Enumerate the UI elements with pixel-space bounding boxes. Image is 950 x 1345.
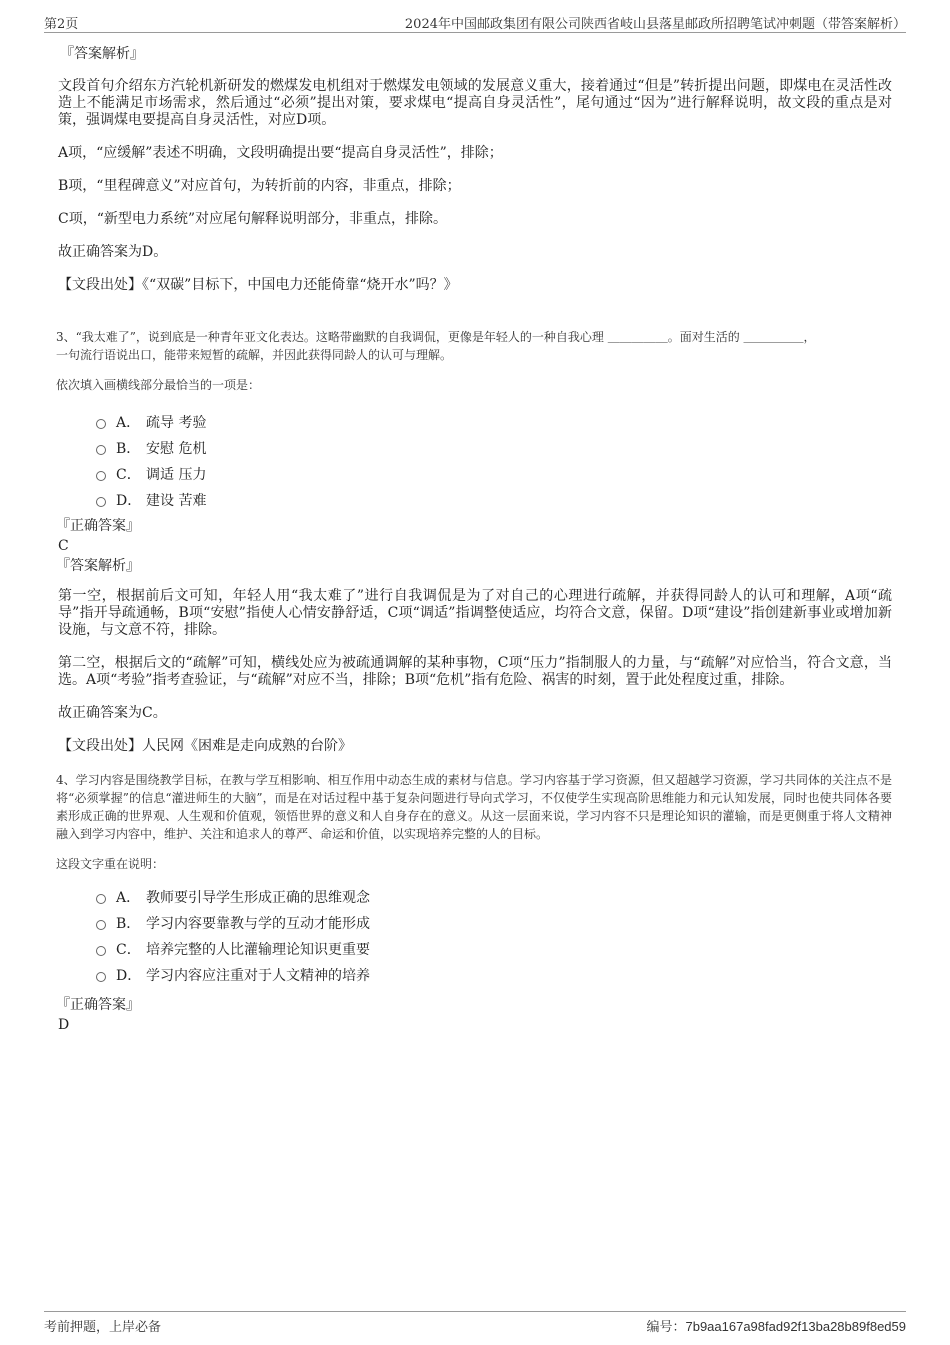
radio-icon[interactable] (96, 920, 106, 930)
radio-icon[interactable] (96, 471, 106, 481)
radio-icon[interactable] (96, 894, 106, 904)
document-title: 2024年中国邮政集团有限公司陕西省岐山县落星邮政所招聘笔试冲刺题（带答案解析） (404, 17, 906, 32)
analysis-paragraph: 文段首句介绍东方汽轮机新研发的燃煤发电机组对于燃煤发电领域的发展意义重大，接着通过“但是”转折提出问题，即煤电在灵活性改造上不能满足市场需求，然后通过“必须”提出对策，要求煤电“提高自身灵活性”，尾句通过“因为”进行解释说明，故文段的重点是对策，强调煤电要提高自身灵活性，对应D项。 (58, 78, 892, 128)
options-list (56, 885, 892, 989)
answer-conclusion: 故正确答案为C。 (58, 705, 167, 721)
answer-heading: 『正确答案』 (56, 997, 140, 1013)
document-code: 编号：7b9aa167a98fad92f13ba28b89f8ed59 (646, 1319, 906, 1335)
analysis-option-a: A项，“应缓解”表述不明确，文段明确提出要“提高自身灵活性”，排除； (58, 145, 503, 161)
document-body (56, 44, 892, 1035)
question-prompt: 这段文字重在说明： (56, 857, 165, 871)
text-source: 【文段出处】人民网《困难是走向成熟的台阶》 (58, 738, 352, 754)
question-stem: 4、学习内容是围绕教学目标，在教与学互相影响、相互作用中动态生成的素材与信息。学习内容基于学习资源，但又超越学习资源，学习共同体的关注点不是将“必须掌握”的信息“灌进师生的大脑”，而是在对话过程中基于复杂问题进行导向式学习，不仅使学生实现高阶思维能力和元认知发展，同时也使共同体各要素形成正确的世界观、人生观和价值观，领悟世界的意义和人自身存在的意义。从这一层面来说，学习内容不只是理论知识的灌输，而是更侧重于将人文精神融入到学习内容中，维护、关注和追求人的尊严、命运和价值，以实现培养完整的人的目标。 (56, 773, 892, 841)
option-a[interactable]: A． 教师要引导学生形成正确的思维观念 (56, 885, 892, 911)
correct-answer: C (58, 538, 69, 554)
analysis-option-b: B项，“里程碑意义”对应首句，为转折前的内容，非重点，排除； (58, 178, 461, 194)
correct-answer: D (58, 1017, 70, 1033)
question-prompt: 依次填入画横线部分最恰当的一项是： (56, 378, 261, 392)
option-c[interactable]: C． 调适 压力 (56, 462, 892, 488)
analysis-heading: 『答案解析』 (60, 46, 144, 62)
options-list (56, 410, 892, 514)
radio-icon[interactable] (96, 419, 106, 429)
option-a[interactable]: A． 疏导 考验 (56, 410, 892, 436)
question-stem: 3、“我太难了”，说到底是一种青年亚文化表达。这略带幽默的自我调侃，更像是年轻人的一种自我心理 ＿＿＿＿＿。面对生活的 ＿＿＿＿＿， 一句流行语说出口，能带来短暂的疏解，并因此获得同龄人的认可与理解。 (56, 330, 816, 362)
option-d[interactable]: D． 学习内容应注重对于人文精神的培养 (56, 963, 892, 989)
analysis-option-c: C项，“新型电力系统”对应尾句解释说明部分，非重点，排除。 (58, 211, 448, 227)
option-b[interactable]: B． 学习内容要靠教与学的互动才能形成 (56, 911, 892, 937)
answer-conclusion: 故正确答案为D。 (58, 244, 168, 260)
radio-icon[interactable] (96, 497, 106, 507)
option-b[interactable]: B． 安慰 危机 (56, 436, 892, 462)
question-3 (56, 328, 892, 755)
question-4 (56, 771, 892, 1035)
analysis-heading: 『答案解析』 (56, 558, 140, 574)
analysis-paragraph: 第二空，根据后文的“疏解”可知，横线处应为被疏通调解的某种事物，C项“压力”指制服人的力量，与“疏解”对应恰当，符合文意，当选。A项“考验”指考查验证，与“疏解”对应不当，排除；B项“危机”指有危险、祸害的时刻，置于此处程度过重，排除。 (58, 655, 892, 688)
radio-icon[interactable] (96, 946, 106, 956)
page-footer (44, 1311, 906, 1334)
option-d[interactable]: D． 建设 苦难 (56, 488, 892, 514)
answer-heading: 『正确答案』 (56, 518, 140, 534)
text-source: 【文段出处】《“双碳”目标下，中国电力还能倚靠“烧开水”吗？》 (58, 277, 458, 293)
page-number: 第2页 (44, 17, 79, 32)
radio-icon[interactable] (96, 445, 106, 455)
option-c[interactable]: C． 培养完整的人比灌输理论知识更重要 (56, 937, 892, 963)
analysis-paragraph: 第一空，根据前后文可知，年轻人用“我太难了”进行自我调侃是为了对自己的心理进行疏解，并获得同龄人的认可和理解，A项“疏导”指开导疏通畅，B项“安慰”指使人心情安静舒适，C项“调适”指调整使适应，均符合文意，保留。D项“建设”指创建新事业或增加新设施，与文意不符，排除。 (58, 588, 892, 638)
page-header (44, 10, 906, 33)
radio-icon[interactable] (96, 972, 106, 982)
footer-motto: 考前押题，上岸必备 (44, 1320, 162, 1335)
